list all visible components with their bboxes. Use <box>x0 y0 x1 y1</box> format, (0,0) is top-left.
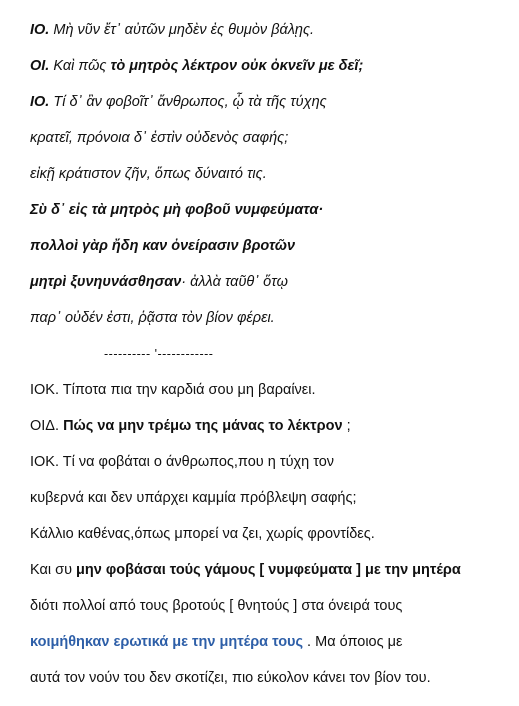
ancient-line-4 <box>30 129 288 147</box>
section-separator: ---------- '------------ <box>104 347 214 361</box>
verse-text-bold: τὸ μητρὸς λέκτρον οὐκ ὀκνεῖν με δεῖ; <box>110 58 364 74</box>
translation-text: ; <box>342 418 351 434</box>
translation-text: αυτά τον νούν του δεν σκοτίζει, πιο εύκολον κάνει τον βίον του. <box>30 670 431 686</box>
verse-text: · ἀλλὰ ταῦθ᾽ ὅτῳ <box>181 274 288 290</box>
speaker-label: ΙΟ. <box>30 22 50 38</box>
translation-text: ΙΟΚ. Τίποτα πια την καρδιά σου μη βαραίνει. <box>30 382 316 398</box>
ancient-line-9 <box>30 309 275 327</box>
modern-line-6 <box>30 561 461 579</box>
modern-line-2 <box>30 417 351 435</box>
speaker-label: ΟΙ. <box>30 58 50 74</box>
verse-text: Καὶ πῶς <box>49 58 111 74</box>
verse-text-bold: μητρὶ ξυνηυνάσθησαν <box>30 274 182 290</box>
verse-text-bold: Σὺ δ᾽ εἰς τὰ μητρὸς μὴ φοβοῦ νυμφεύματα· <box>30 202 324 218</box>
verse-text: Μὴ νῦν ἔτ᾽ αὐτῶν μηδὲν ἐς θυμὸν βάλῃς. <box>49 22 315 38</box>
translation-text: ΙΟΚ. Τί να φοβάται ο άνθρωπος,που η τύχη τον <box>30 454 335 470</box>
speaker-label: ΙΟ. <box>30 94 50 110</box>
ancient-line-6 <box>30 201 323 219</box>
translation-text-highlight: κοιμήθηκαν ερωτικά με την μητέρα τους <box>30 634 304 650</box>
verse-text: παρ᾽ οὐδέν ἐστι, ῥᾷστα τὸν βίον φέρει. <box>30 310 275 326</box>
modern-line-4 <box>30 489 357 507</box>
ancient-line-3 <box>30 93 327 111</box>
modern-line-9 <box>30 669 431 687</box>
verse-text: εἰκῇ κράτιστον ζῆν, ὅπως δύναιτό τις. <box>30 166 267 182</box>
ancient-line-8 <box>30 273 288 291</box>
modern-line-1 <box>30 381 316 399</box>
ancient-line-1 <box>30 21 314 39</box>
ancient-line-5 <box>30 165 267 183</box>
ancient-line-7 <box>30 237 295 255</box>
translation-text: διότι πολλοί από τους βροτούς [ θνητούς ] στα όνειρά τους <box>30 598 403 614</box>
verse-text-bold: πολλοὶ γὰρ ἤδη καν ὀνείρασιν βροτῶν <box>30 238 296 254</box>
modern-line-3 <box>30 453 334 471</box>
modern-line-7 <box>30 597 402 615</box>
translation-text: Κάλλιο καθένας,όπως μπορεί να ζει, χωρίς φροντίδες. <box>30 526 375 542</box>
translation-text-bold: Πώς να μην τρέμω της μάνας το λέκτρον <box>63 418 343 434</box>
translation-text-bold: μην φοβάσαι τούς γάμους [ νυμφεύματα ] με την μητέρα <box>76 562 461 578</box>
speaker-label: ΟΙΔ. <box>30 418 64 434</box>
modern-line-8 <box>30 633 402 651</box>
translation-text: κυβερνά και δεν υπάρχει καμμία πρόβλεψη σαφής; <box>30 490 357 506</box>
verse-text: κρατεῖ, πρόνοια δ᾽ ἐστὶν οὐδενὸς σαφής; <box>30 130 289 146</box>
ancient-line-2 <box>30 57 363 75</box>
modern-line-5 <box>30 525 375 543</box>
verse-text: Τί δ᾽ ἂν φοβοῖτ᾽ ἄνθρωπος, ᾧ τὰ τῆς τύχης <box>49 94 327 110</box>
translation-text: . Μα όποιος με <box>303 634 403 650</box>
translation-text: Και συ <box>30 562 77 578</box>
